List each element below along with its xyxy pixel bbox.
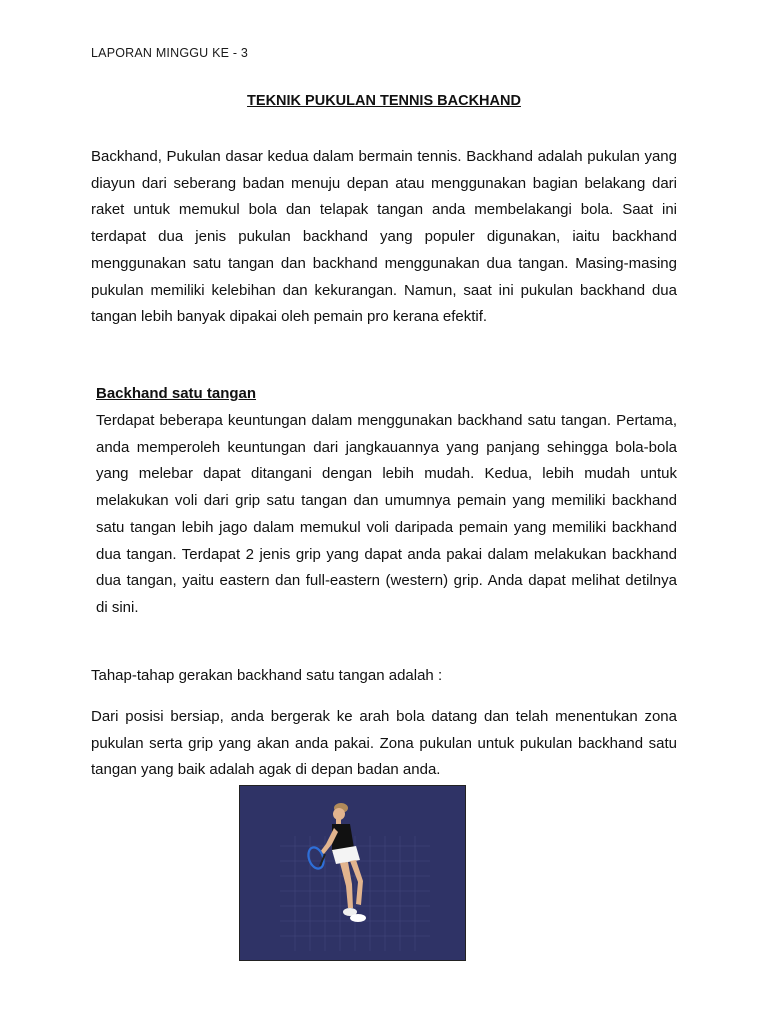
tennis-player-figure-icon bbox=[240, 786, 465, 960]
satu-tangan-paragraph: Terdapat beberapa keuntungan dalam menggunakan backhand satu tangan. Pertama, anda memperoleh keuntungan dari jangkauannya yang panjang sehingga bola-bola yang melebar dapat ditangani dengan lebih mudah. Kedua, lebih mudah untuk melakukan voli dari grip satu tangan dan umumnya pemain yang memiliki backhand satu tangan lebih jago dalam memukul voli daripada pemain yang memiliki backhand dua tangan. Terdapat 2 jenis grip yang dapat anda pakai dalam melakukan backhand dua tangan, yaitu eastern dan full-eastern (western) grip. Anda dapat melihat detilnya di sini. bbox=[96, 412, 677, 616]
intro-paragraph: Backhand, Pukulan dasar kedua dalam bermain tennis. Backhand adalah pukulan yang diayun dari seberang badan menuju depan atau menggunakan bagian belakang dari raket untuk memukul bola dan telapak tangan anda membelakangi bola. Saat ini terdapat dua jenis pukulan backhand yang populer digunakan, iaitu backhand menggunakan satu tangan dan backhand menggunakan dua tangan. Masing-masing pukulan memiliki kelebihan dan kekurangan. Namun, saat ini pukulan backhand dua tangan lebih banyak dipakai oleh pemain pro kerana efektif. bbox=[91, 148, 677, 326]
tennis-player-image bbox=[239, 785, 466, 961]
page-header: LAPORAN MINGGU KE - 3 bbox=[91, 46, 249, 60]
document-title: TEKNIK PUKULAN TENNIS BACKHAND bbox=[247, 93, 521, 109]
section-heading-satu-tangan: Backhand satu tangan bbox=[96, 385, 257, 402]
tahap-paragraph: Tahap-tahap gerakan backhand satu tangan adalah : bbox=[91, 667, 443, 684]
posisi-paragraph: Dari posisi bersiap, anda bergerak ke arah bola datang dan telah menentukan zona pukulan serta grip yang akan anda pakai. Zona pukulan untuk pukulan backhand satu tangan yang baik adalah agak di depan badan anda. bbox=[91, 708, 677, 779]
